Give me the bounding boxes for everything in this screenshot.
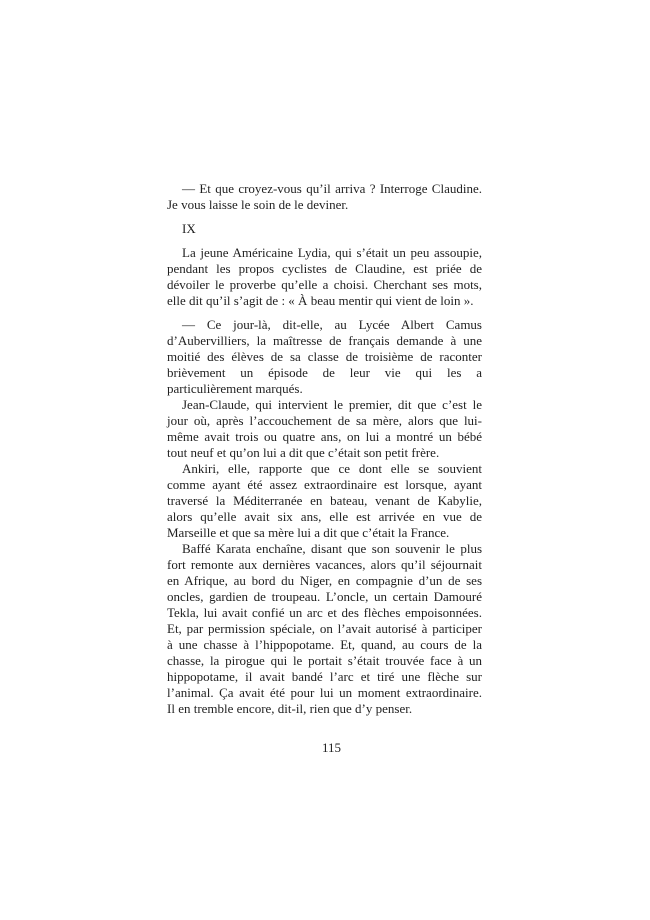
text-line: Et, par permission spéciale, on l’avait autorisé à participer: [167, 621, 482, 636]
text-line: à une chasse à l’hippopotame. Et, quand, au cours de la: [167, 637, 482, 652]
text-line: Marseille et que sa mère lui a dit que c’était la France.: [167, 525, 450, 540]
text-line: l’animal. Ça avait été pour lui un moment extraordinaire.: [167, 685, 482, 700]
text-line: Ankiri, elle, rapporte que ce dont elle se souvient: [182, 461, 482, 476]
paragraph: [167, 541, 482, 717]
text-line: même avait trois ou quatre ans, on lui a montré un bébé: [167, 429, 482, 444]
text-line: chasse, la pirogue qui le portait s’était trouvée face à un: [167, 653, 482, 668]
text-line: La jeune Américaine Lydia, qui s’était un peu assoupie,: [182, 245, 482, 260]
text-line: alors qu’elle avait six ans, elle est arrivée en vue de: [167, 509, 482, 524]
text-line: — Ce jour-là, dit-elle, au Lycée Albert Camus: [182, 317, 482, 332]
text-line: elle dit qu’il s’agit de : « À beau mentir qui vient de loin ».: [167, 293, 474, 308]
text-line: — Et que croyez-vous qu’il arriva ? Interroge Claudine.: [182, 181, 482, 196]
text-line: hippopotame, il avait bandé l’arc et tiré une flèche sur: [167, 669, 482, 684]
text-line: brièvement un épisode de leur vie qui les a: [167, 365, 482, 380]
text-line: moitié des élèves de sa classe de troisième de raconter: [167, 349, 482, 364]
text-line: oncles, gardien de troupeau. L’oncle, un certain Damouré: [167, 589, 482, 604]
text-line: comme ayant été assez extraordinaire est lorsque, ayant: [167, 477, 482, 492]
text-line: dévoiler le proverbe qu’elle a choisi. Cherchant ses mots,: [167, 277, 482, 292]
paragraph: [167, 317, 482, 397]
text-line: Il en tremble encore, dit-il, rien que d’y penser.: [167, 701, 413, 716]
paragraph: [167, 181, 482, 213]
section-heading: [167, 221, 482, 237]
text-line: particulièrement marqués.: [167, 381, 303, 396]
text-line: IX: [182, 221, 196, 236]
text-line: tout neuf et qu’on lui a dit que c’était son petit frère.: [167, 445, 440, 460]
paragraph: [167, 397, 482, 461]
text-line: Jean-Claude, qui intervient le premier, dit que c’est le: [182, 397, 482, 412]
text-line: traversé la Méditerranée en bateau, venant de Kabylie,: [167, 493, 482, 508]
page-number: 115: [321, 740, 342, 755]
text-line: Baffé Karata enchaîne, disant que son souvenir le plus: [182, 541, 482, 556]
text-line: en Afrique, au bord du Niger, en compagnie d’un de ses: [167, 573, 482, 588]
paragraph: [167, 245, 482, 309]
text-line: jour où, après l’accouchement de sa mère, alors que lui-: [167, 413, 482, 428]
paragraph: [167, 461, 482, 541]
text-line: fort remonte aux dernières vacances, alors qu’il séjournait: [167, 557, 482, 572]
text-line: d’Aubervilliers, la maîtresse de français demande à une: [167, 333, 482, 348]
text-line: Je vous laisse le soin de le deviner.: [167, 197, 349, 212]
text-line: Tekla, lui avait confié un arc et des flèches empoisonnées.: [167, 605, 482, 620]
text-line: pendant les propos cyclistes de Claudine, est priée de: [167, 261, 482, 276]
text-block: [167, 181, 482, 756]
